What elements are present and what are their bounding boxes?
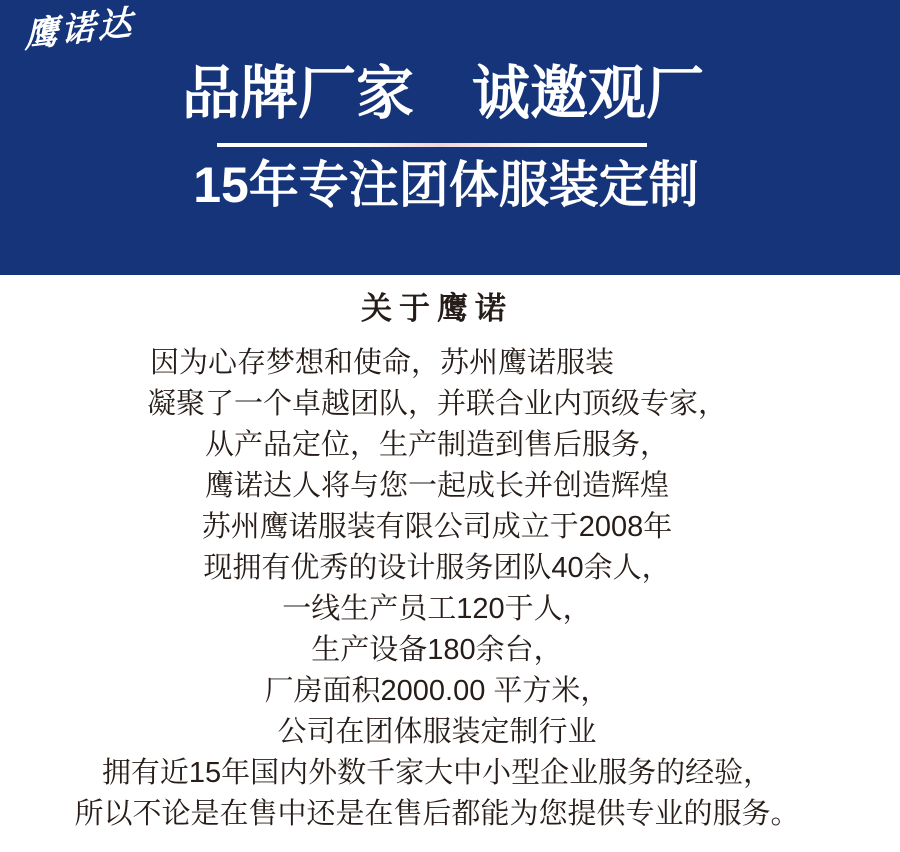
banner-divider-line xyxy=(217,143,647,147)
brand-logo: 鹰诺达 xyxy=(24,3,135,56)
about-line-12: 所以不论是在售中还是在售后都能为您提供专业的服务。 xyxy=(74,798,800,830)
about-line-5: 苏州鹰诺服装有限公司成立于2008年 xyxy=(201,511,673,543)
about-line-4: 鹰诺达人将与您一起成长并创造辉煌 xyxy=(204,470,669,502)
about-heading: 关于鹰诺 xyxy=(361,291,513,326)
banner-subtitle: 15年专注团体服装定制 xyxy=(193,157,699,213)
about-line-9: 厂房面积2000.00 平方米， xyxy=(264,675,610,707)
about-line-6: 现拥有优秀的设计服务团队40余人， xyxy=(203,552,671,584)
about-line-7: 一线生产员工120于人， xyxy=(282,593,592,625)
about-line-11: 拥有近15年国内外数千家大中小型企业服务的经验， xyxy=(101,757,773,789)
about-paragraph xyxy=(0,343,874,835)
about-line-3: 从产品定位，生产制造到售后服务， xyxy=(204,429,669,461)
header-banner xyxy=(0,0,900,275)
banner-title: 品牌厂家 诚邀观厂 xyxy=(181,61,704,126)
about-line-10: 公司在团体服装定制行业 xyxy=(277,716,597,748)
about-section xyxy=(0,275,900,835)
about-line-2: 凝聚了一个卓越团队，并联合业内顶级专家， xyxy=(146,388,727,420)
about-line-8: 生产设备180余台， xyxy=(311,634,563,666)
about-line-1: 因为心存梦想和使命，苏州鹰诺服装 xyxy=(149,347,614,379)
